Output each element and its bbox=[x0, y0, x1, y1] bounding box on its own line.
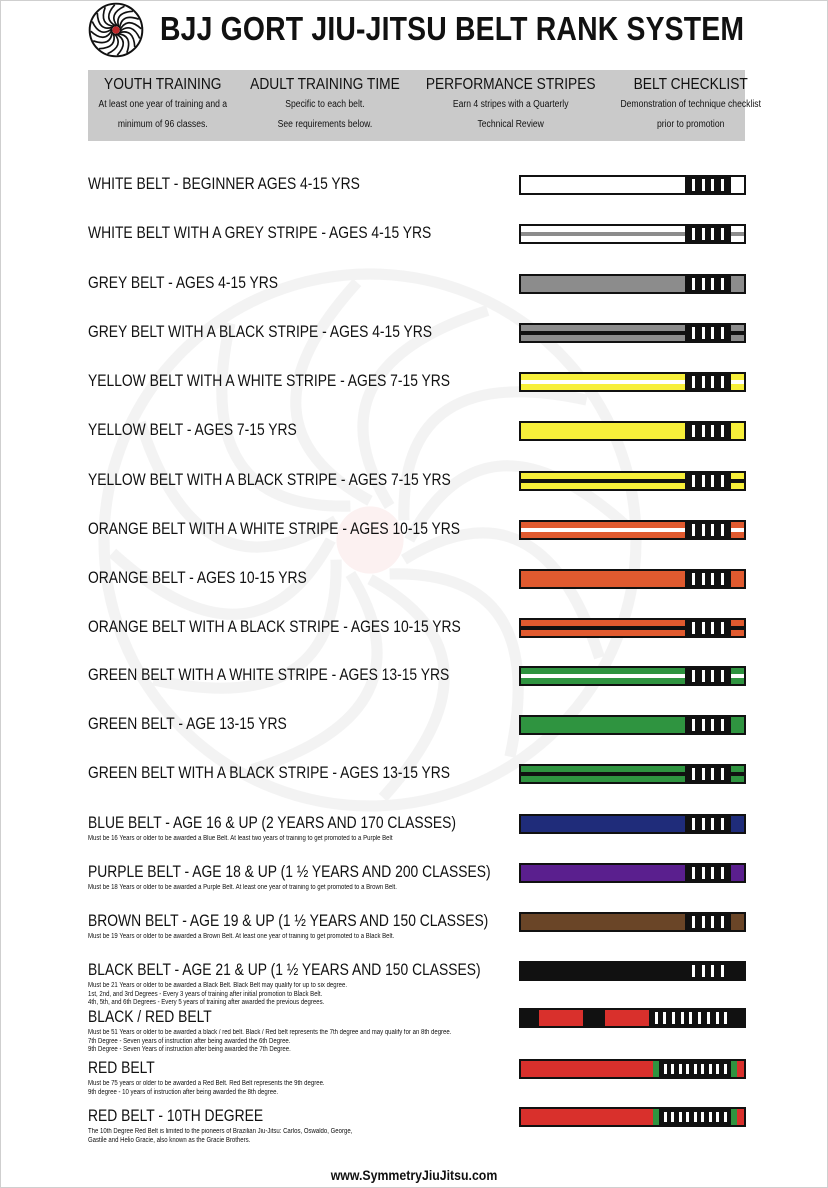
belt-label: BLUE BELT - AGE 16 & UP (2 YEARS AND 170 CLASSES) bbox=[88, 814, 456, 832]
requirement-line: Must be 21 Years or older to be awarded a Black Belt. Black Belt may qualify for up to six degree. bbox=[88, 982, 348, 989]
degree-stripe bbox=[694, 1064, 697, 1074]
degree-stripe bbox=[655, 1012, 658, 1024]
belt-label: YELLOW BELT WITH A BLACK STRIPE - AGES 7-15 YRS bbox=[88, 471, 451, 489]
degree-stripe bbox=[692, 327, 695, 339]
info-heading: YOUTH TRAINING bbox=[104, 76, 222, 93]
belt-graphic bbox=[519, 421, 746, 441]
degree-stripe bbox=[711, 475, 714, 487]
belt-graphic bbox=[519, 471, 746, 491]
requirement-line: Must be 19 Years or older to be awarded a Brown Belt. At least one year of training to get promoted to a Black Belt. bbox=[88, 933, 395, 940]
belt-rank-bar bbox=[685, 522, 731, 538]
belt-label: GREEN BELT WITH A WHITE STRIPE - AGES 13-15 YRS bbox=[88, 666, 450, 684]
belt-label: ORANGE BELT WITH A BLACK STRIPE - AGES 10-15 YRS bbox=[88, 618, 461, 636]
belt-rank-bar bbox=[659, 1109, 731, 1125]
belt-label: PURPLE BELT - AGE 18 & UP (1 ½ YEARS AND 200 CLASSES) bbox=[88, 863, 491, 881]
degree-stripe bbox=[692, 768, 695, 780]
belt-graphic bbox=[519, 323, 746, 343]
degree-stripe bbox=[663, 1012, 666, 1024]
belt-label: BLACK / RED BELT bbox=[88, 1008, 212, 1026]
degree-stripe bbox=[721, 425, 724, 437]
green-edge bbox=[731, 1061, 737, 1077]
belt-rank-bar bbox=[649, 1010, 733, 1026]
degree-stripe bbox=[709, 1112, 712, 1122]
degree-stripe bbox=[702, 524, 705, 536]
info-text-line: Technical Review bbox=[476, 119, 544, 130]
degree-stripe bbox=[692, 524, 695, 536]
degree-stripe bbox=[716, 1112, 719, 1122]
belt-rank-bar bbox=[685, 374, 731, 390]
degree-stripe bbox=[671, 1064, 674, 1074]
degree-stripe bbox=[692, 818, 695, 830]
belt-graphic bbox=[519, 912, 746, 932]
requirement-line: 4th, 5th, and 6th Degrees - Every 5 years of training after awarded the previous degrees. bbox=[88, 999, 325, 1006]
degree-stripe bbox=[702, 916, 705, 928]
degree-stripe bbox=[702, 622, 705, 634]
info-column-youth-training bbox=[88, 70, 238, 141]
belt-graphic bbox=[519, 224, 746, 244]
belt-graphic bbox=[519, 569, 746, 589]
belt-rank-bar bbox=[659, 1061, 731, 1077]
degree-stripe bbox=[692, 228, 695, 240]
degree-stripe bbox=[692, 475, 695, 487]
degree-stripe bbox=[702, 179, 705, 191]
degree-stripe bbox=[664, 1112, 667, 1122]
degree-stripe bbox=[689, 1012, 692, 1024]
belt-label: BROWN BELT - AGE 19 & UP (1 ½ YEARS AND 150 CLASSES) bbox=[88, 912, 489, 930]
degree-stripe bbox=[701, 1112, 704, 1122]
degree-stripe bbox=[702, 475, 705, 487]
belt-rank-bar bbox=[685, 963, 731, 979]
degree-stripe bbox=[711, 524, 714, 536]
degree-stripe bbox=[709, 1064, 712, 1074]
degree-stripe bbox=[672, 1012, 675, 1024]
belt-graphic bbox=[519, 175, 746, 195]
degree-stripe bbox=[721, 278, 724, 290]
belt-rank-bar bbox=[685, 620, 731, 636]
degree-stripe bbox=[702, 425, 705, 437]
belt-rank-bar bbox=[685, 766, 731, 782]
degree-stripe bbox=[721, 228, 724, 240]
belt-requirements bbox=[88, 835, 393, 844]
belt-label: GREY BELT WITH A BLACK STRIPE - AGES 4-15 YRS bbox=[88, 323, 433, 341]
belt-rank-bar bbox=[685, 423, 731, 439]
belt-rank-bar bbox=[685, 226, 731, 242]
info-column-adult-training-time bbox=[238, 70, 412, 141]
degree-stripe bbox=[701, 1064, 704, 1074]
degree-stripe bbox=[692, 573, 695, 585]
degree-stripe bbox=[711, 278, 714, 290]
info-column-belt-checklist bbox=[609, 70, 772, 141]
belt-label: ORANGE BELT WITH A WHITE STRIPE - AGES 10-15 YRS bbox=[88, 520, 461, 538]
degree-stripe bbox=[692, 867, 695, 879]
belt-graphic bbox=[519, 961, 746, 981]
info-text-line: See requirements below. bbox=[277, 119, 372, 130]
degree-stripe bbox=[702, 818, 705, 830]
degree-stripe bbox=[721, 573, 724, 585]
degree-stripe bbox=[702, 719, 705, 731]
info-heading: PERFORMANCE STRIPES bbox=[425, 76, 596, 93]
degree-stripe bbox=[692, 916, 695, 928]
degree-stripe bbox=[702, 376, 705, 388]
info-text-line: prior to promotion bbox=[656, 119, 725, 130]
degree-stripe bbox=[702, 768, 705, 780]
degree-stripe bbox=[724, 1012, 727, 1024]
degree-stripe bbox=[711, 768, 714, 780]
belt-label: GREEN BELT - AGE 13-15 YRS bbox=[88, 715, 287, 733]
belt-rank-bar bbox=[685, 177, 731, 193]
requirement-line: Must be 75 years or older to be awarded a Red Belt. Red Belt represents the 9th degree. bbox=[88, 1080, 325, 1087]
info-text-line: Earn 4 stripes with a Quarterly bbox=[452, 99, 569, 110]
degree-stripe bbox=[711, 719, 714, 731]
requirement-line: The 10th Degree Red Belt is limited to the pioneers of Brazilian Jiu-Jitsu: Carlos, Oswaldo, George, bbox=[88, 1128, 353, 1135]
requirement-line: Must be 18 Years or older to be awarded a Purple Belt. At least one year of training to get promoted to a Brown Belt. bbox=[88, 884, 397, 891]
degree-stripe bbox=[711, 425, 714, 437]
degree-stripe bbox=[707, 1012, 710, 1024]
degree-stripe bbox=[716, 1064, 719, 1074]
degree-stripe bbox=[702, 867, 705, 879]
belt-rank-bar bbox=[685, 816, 731, 832]
belt-graphic bbox=[519, 814, 746, 834]
degree-stripe bbox=[711, 818, 714, 830]
belt-requirements bbox=[88, 982, 347, 1008]
belt-requirements bbox=[88, 1080, 325, 1097]
degree-stripe bbox=[711, 228, 714, 240]
degree-stripe bbox=[686, 1064, 689, 1074]
degree-stripe bbox=[711, 670, 714, 682]
degree-stripe bbox=[721, 818, 724, 830]
degree-stripe bbox=[692, 670, 695, 682]
degree-stripe bbox=[721, 524, 724, 536]
green-edge bbox=[731, 1109, 737, 1125]
belt-graphic bbox=[519, 274, 746, 294]
degree-stripe bbox=[692, 278, 695, 290]
belt-requirements bbox=[88, 1029, 451, 1055]
requirement-line: Gastile and Helio Gracie, also known as the Gracie Brothers. bbox=[88, 1136, 251, 1144]
requirement-line: 7th Degree - Seven years of instruction after being awarded the 6th Degree. bbox=[88, 1037, 291, 1045]
degree-stripe bbox=[702, 573, 705, 585]
degree-stripe bbox=[692, 179, 695, 191]
degree-stripe bbox=[711, 327, 714, 339]
degree-stripe bbox=[702, 228, 705, 240]
info-bar bbox=[88, 70, 761, 141]
belt-rank-bar bbox=[685, 717, 731, 733]
belt-label: BLACK BELT - AGE 21 & UP (1 ½ YEARS AND 150 CLASSES) bbox=[88, 961, 481, 979]
red-segment bbox=[539, 1010, 583, 1026]
degree-stripe bbox=[711, 867, 714, 879]
degree-stripe bbox=[711, 622, 714, 634]
requirement-line: 9th Degree - Seven Years of instruction after being awarded the 7th Degree. bbox=[88, 1046, 291, 1053]
degree-stripe bbox=[721, 327, 724, 339]
degree-stripe bbox=[702, 327, 705, 339]
requirement-line: Must be 51 Years or older to be awarded a black / red belt. Black / Red belt represents the 7th degree and may qualify for an 8th degree. bbox=[88, 1029, 452, 1036]
info-text-line: Demonstration of technique checklist bbox=[620, 99, 761, 110]
belt-rank-bar bbox=[685, 571, 731, 587]
degree-stripe bbox=[692, 376, 695, 388]
degree-stripe bbox=[721, 867, 724, 879]
info-text-line: Specific to each belt. bbox=[284, 99, 365, 110]
degree-stripe bbox=[724, 1064, 727, 1074]
degree-stripe bbox=[721, 916, 724, 928]
page-title: BJJ GORT JIU-JITSU BELT RANK SYSTEM bbox=[160, 10, 745, 47]
degree-stripe bbox=[671, 1112, 674, 1122]
degree-stripe bbox=[692, 719, 695, 731]
belt-requirements bbox=[88, 933, 394, 942]
info-column-performance-stripes bbox=[412, 70, 609, 141]
belt-requirements bbox=[88, 1128, 352, 1145]
degree-stripe bbox=[664, 1064, 667, 1074]
degree-stripe bbox=[692, 965, 695, 977]
belt-graphic bbox=[519, 764, 746, 784]
degree-stripe bbox=[711, 376, 714, 388]
belt-requirements bbox=[88, 884, 397, 893]
belt-graphic bbox=[519, 1008, 746, 1028]
belt-label: RED BELT - 10TH DEGREE bbox=[88, 1107, 264, 1125]
degree-stripe bbox=[716, 1012, 719, 1024]
belt-label: WHITE BELT WITH A GREY STRIPE - AGES 4-15 YRS bbox=[88, 224, 432, 242]
footer-website: www.SymmetryJiuJitsu.com bbox=[330, 1167, 498, 1183]
degree-stripe bbox=[679, 1112, 682, 1122]
belt-graphic bbox=[519, 618, 746, 638]
belt-graphic bbox=[519, 715, 746, 735]
degree-stripe bbox=[721, 622, 724, 634]
degree-stripe bbox=[721, 768, 724, 780]
degree-stripe bbox=[702, 965, 705, 977]
belt-graphic bbox=[519, 520, 746, 540]
info-heading: ADULT TRAINING TIME bbox=[249, 76, 400, 93]
degree-stripe bbox=[702, 670, 705, 682]
degree-stripe bbox=[692, 425, 695, 437]
degree-stripe bbox=[721, 475, 724, 487]
belt-label: YELLOW BELT WITH A WHITE STRIPE - AGES 7-15 YRS bbox=[88, 372, 451, 390]
belt-graphic bbox=[519, 372, 746, 392]
belt-label: YELLOW BELT - AGES 7-15 YRS bbox=[88, 421, 297, 439]
requirement-line: Must be 16 Years or older to be awarded a Blue Belt. At least two years of training to get promoted to a Purple Belt bbox=[88, 835, 393, 842]
belt-rank-bar bbox=[685, 914, 731, 930]
degree-stripe bbox=[711, 179, 714, 191]
belt-rank-bar bbox=[685, 276, 731, 292]
degree-stripe bbox=[721, 719, 724, 731]
degree-stripe bbox=[724, 1112, 727, 1122]
belt-rank-bar bbox=[685, 865, 731, 881]
degree-stripe bbox=[711, 573, 714, 585]
degree-stripe bbox=[711, 916, 714, 928]
degree-stripe bbox=[698, 1012, 701, 1024]
degree-stripe bbox=[679, 1064, 682, 1074]
info-text-line: At least one year of training and a bbox=[98, 99, 228, 110]
swirl-logo-icon bbox=[88, 2, 144, 58]
belt-rank-bar bbox=[685, 668, 731, 684]
requirement-line: 1st, 2nd, and 3rd Degrees - Every 3 years of training after initial promotion to Black Belt. bbox=[88, 990, 323, 998]
belt-graphic bbox=[519, 863, 746, 883]
degree-stripe bbox=[721, 376, 724, 388]
degree-stripe bbox=[721, 670, 724, 682]
degree-stripe bbox=[692, 622, 695, 634]
degree-stripe bbox=[686, 1112, 689, 1122]
belt-label: GREY BELT - AGES 4-15 YRS bbox=[88, 274, 279, 292]
red-segment bbox=[605, 1010, 649, 1026]
belt-rank-bar bbox=[685, 325, 731, 341]
degree-stripe bbox=[721, 965, 724, 977]
belt-label: RED BELT bbox=[88, 1059, 155, 1077]
belt-label: ORANGE BELT - AGES 10-15 YRS bbox=[88, 569, 307, 587]
degree-stripe bbox=[694, 1112, 697, 1122]
belt-label: GREEN BELT WITH A BLACK STRIPE - AGES 13-15 YRS bbox=[88, 764, 451, 782]
degree-stripe bbox=[711, 965, 714, 977]
belt-label: WHITE BELT - BEGINNER AGES 4-15 YRS bbox=[88, 175, 360, 193]
degree-stripe bbox=[721, 179, 724, 191]
info-heading: BELT CHECKLIST bbox=[633, 76, 748, 93]
belt-rank-bar bbox=[685, 473, 731, 489]
degree-stripe bbox=[702, 278, 705, 290]
belt-graphic bbox=[519, 1059, 746, 1079]
info-text-line: minimum of 96 classes. bbox=[117, 119, 208, 130]
requirement-line: 9th degree - 10 years of instruction after being awarded the 8th degree. bbox=[88, 1088, 279, 1096]
belt-graphic bbox=[519, 1107, 746, 1127]
degree-stripe bbox=[681, 1012, 684, 1024]
belt-graphic bbox=[519, 666, 746, 686]
